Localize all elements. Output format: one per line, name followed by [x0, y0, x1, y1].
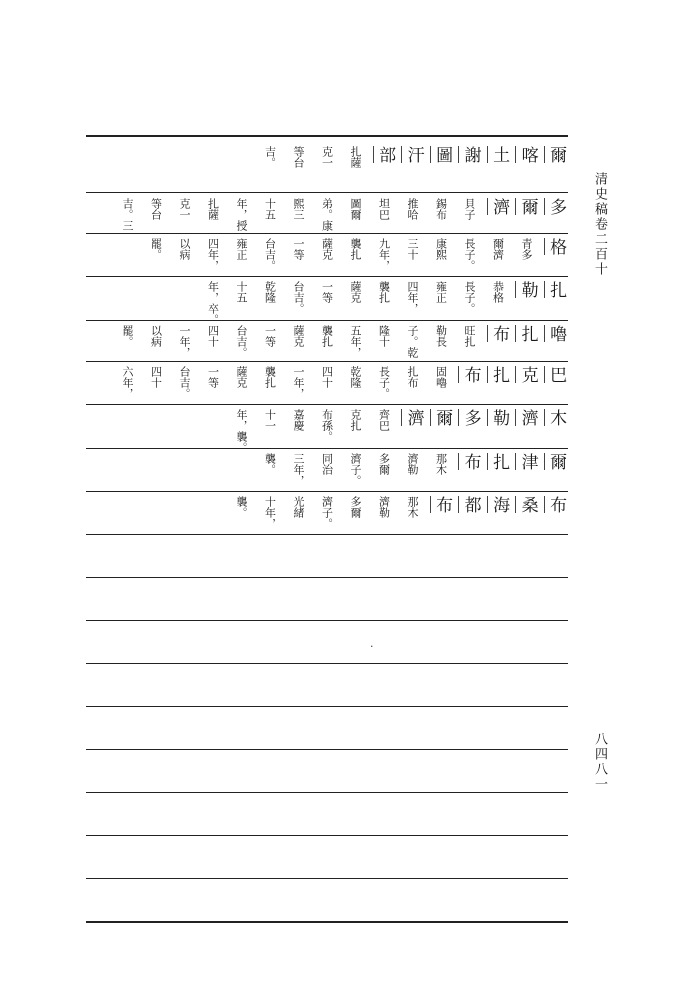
text-line: 雍正	[434, 281, 448, 303]
name-character	[540, 366, 570, 383]
annotation-column	[255, 238, 285, 271]
annotation-column	[283, 496, 313, 518]
annotation-column	[426, 366, 456, 388]
annotation-column	[226, 238, 256, 260]
annotation-column	[198, 366, 228, 388]
text-line: 襲。	[234, 496, 248, 518]
name-character	[483, 496, 513, 513]
text-line: 部	[373, 146, 394, 163]
annotation-column	[454, 238, 484, 271]
text-line: 津	[515, 453, 536, 470]
annotation-column	[340, 366, 370, 388]
text-line: 三十	[405, 238, 419, 260]
name-character	[454, 366, 484, 383]
page-number: 八四八一	[592, 732, 607, 792]
annotation-column	[198, 198, 228, 220]
name-character	[511, 453, 541, 470]
name-character	[426, 496, 456, 513]
name-character	[397, 146, 427, 163]
text-line: 同治	[320, 453, 334, 475]
text-line: 扎	[544, 281, 565, 298]
text-line: 年，卒。	[206, 281, 220, 325]
text-line: 扎	[515, 325, 536, 342]
text-line: 長子。	[462, 238, 476, 271]
text-line: 克	[515, 366, 536, 383]
name-character	[540, 453, 570, 470]
rule	[86, 577, 568, 578]
text-line: 襲扎	[320, 325, 334, 347]
annotation-column	[141, 198, 171, 220]
annotation-column	[283, 453, 313, 486]
annotation-column	[426, 281, 456, 303]
annotation-column	[255, 281, 285, 303]
text-line: 四十	[206, 325, 220, 347]
text-line: 三年，	[291, 453, 305, 486]
name-character	[483, 198, 513, 215]
annotation-column	[283, 281, 313, 314]
annotation-column	[426, 238, 456, 260]
stray-mark: ·	[370, 640, 374, 653]
text-line: 台吉。	[234, 325, 248, 358]
text-line: 濟勒	[377, 496, 391, 518]
text-line: 濟	[487, 198, 508, 215]
annotation-column	[169, 238, 199, 260]
annotation-column	[369, 281, 399, 303]
rule	[86, 878, 568, 879]
text-line: 那木	[405, 496, 419, 518]
text-line: 襲。	[263, 453, 277, 475]
annotation-column	[483, 238, 513, 260]
annotation-column	[255, 409, 285, 431]
text-line: 罷。	[149, 238, 163, 260]
text-line: 推哈	[405, 198, 419, 220]
annotation-column	[226, 325, 256, 358]
annotation-column	[340, 496, 370, 518]
rule-top	[86, 135, 568, 137]
name-character	[540, 238, 570, 255]
annotation-column	[312, 409, 342, 442]
name-character	[426, 146, 456, 163]
name-character	[454, 496, 484, 513]
name-character	[511, 281, 541, 298]
annotation-column	[369, 238, 399, 271]
annotation-column	[340, 198, 370, 220]
text-line: 薩克	[320, 238, 334, 260]
annotation-column	[312, 366, 342, 388]
text-line: 錫布	[434, 198, 448, 220]
text-line: 九年，	[377, 238, 391, 271]
annotation-column	[255, 453, 285, 475]
text-line: 木	[544, 409, 565, 426]
rule	[86, 792, 568, 793]
annotation-column	[312, 198, 342, 231]
text-line: 圖爾	[348, 198, 362, 220]
text-line: 扎布	[405, 366, 419, 388]
text-line: 弟。康	[320, 198, 334, 231]
rule	[86, 749, 568, 750]
text-line: 襲扎	[348, 238, 362, 260]
text-line: 恭格	[491, 281, 505, 303]
name-character	[540, 198, 570, 215]
table-row	[86, 496, 568, 536]
text-line: 扎薩	[206, 198, 220, 220]
name-character	[511, 366, 541, 383]
table-row	[86, 238, 568, 278]
table-row	[86, 198, 568, 238]
annotation-column	[255, 146, 285, 168]
text-line: 熙三	[291, 198, 305, 220]
annotation-column	[397, 453, 427, 475]
name-character	[511, 409, 541, 426]
annotation-column	[340, 325, 370, 358]
annotation-column	[397, 281, 427, 314]
text-line: 台吉。	[177, 366, 191, 399]
text-line: 固嚕	[434, 366, 448, 388]
annotation-column	[198, 238, 228, 271]
annotation-column	[312, 238, 342, 260]
text-line: 年，襲。	[234, 409, 248, 453]
annotation-column	[312, 453, 342, 475]
annotation-column	[141, 366, 171, 388]
table-row	[86, 325, 568, 365]
annotation-column	[369, 198, 399, 220]
text-line: 一等	[320, 281, 334, 303]
text-line: 濟子。	[320, 496, 334, 529]
table-row	[86, 281, 568, 325]
annotation-column	[283, 198, 313, 220]
text-line: 汗	[401, 146, 422, 163]
text-line: 吉。	[263, 146, 277, 168]
text-line: 康熙	[434, 238, 448, 260]
text-line: 乾隆	[263, 281, 277, 303]
annotation-column	[340, 238, 370, 260]
text-line: 乾隆	[348, 366, 362, 388]
text-line: 布	[544, 496, 565, 513]
text-line: 四十	[149, 366, 163, 388]
annotation-column	[312, 496, 342, 529]
annotation-column	[283, 325, 313, 347]
name-character	[483, 146, 513, 163]
annotation-column	[454, 281, 484, 314]
name-character	[426, 409, 456, 426]
text-line: 布	[458, 453, 479, 470]
text-line: 光緒	[291, 496, 305, 518]
annotation-column	[312, 325, 342, 347]
text-line: 一年，	[177, 325, 191, 358]
annotation-column	[112, 366, 142, 399]
annotation-column	[312, 146, 342, 168]
annotation-column	[369, 325, 399, 347]
text-line: 土	[487, 146, 508, 163]
name-character	[540, 281, 570, 298]
annotation-column	[283, 146, 313, 168]
text-line: 十一	[263, 409, 277, 431]
name-character	[454, 409, 484, 426]
annotation-column	[283, 409, 313, 431]
name-character	[397, 409, 427, 426]
text-line: 長子。	[377, 366, 391, 399]
annotation-column	[340, 453, 370, 486]
text-line: 長子。	[462, 281, 476, 314]
text-line: 薩克	[291, 325, 305, 347]
text-line: 十五	[263, 198, 277, 220]
text-line: 爾濟	[491, 238, 505, 260]
text-line: 勒長	[434, 325, 448, 347]
text-line: 那木	[434, 453, 448, 475]
text-line: 多爾	[377, 453, 391, 475]
text-line: 四年，	[206, 238, 220, 271]
name-character	[511, 198, 541, 215]
rule	[86, 192, 568, 193]
annotation-column	[369, 409, 399, 431]
text-line: 十年，	[263, 496, 277, 529]
text-line: 格	[544, 238, 565, 255]
text-line: 濟勒	[405, 453, 419, 475]
name-character	[483, 453, 513, 470]
text-line: 等台	[149, 198, 163, 220]
annotation-column	[198, 281, 228, 325]
text-line: 六年，	[120, 366, 134, 399]
name-character	[369, 146, 399, 163]
text-line: 嚕	[544, 325, 565, 342]
text-line: 扎	[487, 453, 508, 470]
text-line: 以病	[177, 238, 191, 260]
text-line: 襲扎	[377, 281, 391, 303]
text-line: 克扎	[348, 409, 362, 431]
annotation-column	[340, 409, 370, 431]
annotation-column	[369, 366, 399, 399]
text-line: 齊巴	[377, 409, 391, 431]
annotation-column	[426, 325, 456, 347]
text-line: 一等	[291, 238, 305, 260]
text-line: 布孫。	[320, 409, 334, 442]
table-row	[86, 453, 568, 493]
text-line: 布	[458, 366, 479, 383]
annotation-column	[454, 198, 484, 220]
name-character	[540, 409, 570, 426]
text-line: 坦巴	[377, 198, 391, 220]
text-line: 勒	[487, 409, 508, 426]
text-line: 十五	[234, 281, 248, 303]
rule	[86, 835, 568, 836]
text-line: 圖	[430, 146, 451, 163]
name-character	[511, 146, 541, 163]
text-line: 克一	[320, 146, 334, 168]
text-line: 謝	[458, 146, 479, 163]
name-character	[454, 146, 484, 163]
text-line: 吉。三	[120, 198, 134, 231]
annotation-column	[397, 238, 427, 260]
text-line: 扎薩	[348, 146, 362, 168]
annotation-column	[369, 453, 399, 475]
text-line: 罷。	[120, 325, 134, 347]
annotation-column	[169, 198, 199, 220]
annotation-column	[226, 496, 256, 518]
text-line: 嘉慶	[291, 409, 305, 431]
text-line: 桑	[515, 496, 536, 513]
table-row	[86, 146, 568, 186]
text-line: 貝子	[462, 198, 476, 220]
table-row	[86, 366, 568, 406]
name-character	[511, 325, 541, 342]
annotation-column	[255, 366, 285, 388]
text-line: 多爾	[348, 496, 362, 518]
text-line: 四十	[320, 366, 334, 388]
annotation-column	[169, 366, 199, 399]
text-line: 薩克	[348, 281, 362, 303]
side-title: 清史稿卷二百十	[592, 172, 607, 277]
text-line: 以病	[149, 325, 163, 347]
annotation-column	[283, 366, 313, 399]
annotation-column	[312, 281, 342, 303]
text-line: 台吉。	[291, 281, 305, 314]
name-character	[540, 496, 570, 513]
text-line: 薩克	[234, 366, 248, 388]
annotation-column	[397, 325, 427, 358]
name-character	[483, 366, 513, 383]
text-line: 襲扎	[263, 366, 277, 388]
annotation-column	[226, 198, 256, 231]
text-line: 爾	[544, 146, 565, 163]
text-line: 子。乾	[405, 325, 419, 358]
annotation-column	[454, 325, 484, 347]
name-character	[540, 146, 570, 163]
name-character	[483, 409, 513, 426]
annotation-column	[255, 325, 285, 347]
text-line: 雍正	[234, 238, 248, 260]
text-line: 多	[544, 198, 565, 215]
text-line: 巴	[544, 366, 565, 383]
text-line: 一等	[263, 325, 277, 347]
annotation-column	[283, 238, 313, 260]
text-line: 旺扎	[462, 325, 476, 347]
annotation-column	[483, 281, 513, 303]
rule	[86, 706, 568, 707]
text-line: 濟	[401, 409, 422, 426]
name-character	[511, 496, 541, 513]
annotation-column	[340, 281, 370, 303]
text-line: 爾	[544, 453, 565, 470]
text-line: 克一	[177, 198, 191, 220]
text-line: 勒	[515, 281, 536, 298]
text-line: 年，授	[234, 198, 248, 231]
annotation-column	[426, 198, 456, 220]
text-line: 爾	[430, 409, 451, 426]
annotation-column	[226, 409, 256, 453]
annotation-column	[397, 496, 427, 518]
rule-bottom	[86, 921, 568, 923]
annotation-column	[511, 238, 541, 260]
annotation-column	[112, 325, 142, 347]
text-line: 都	[458, 496, 479, 513]
text-line: 四年，	[405, 281, 419, 314]
table-row	[86, 409, 568, 453]
text-line: 等台	[291, 146, 305, 168]
name-character	[483, 325, 513, 342]
text-line: 扎	[487, 366, 508, 383]
text-line: 五年，	[348, 325, 362, 358]
annotation-column	[169, 325, 199, 358]
annotation-column	[255, 496, 285, 529]
annotation-column	[141, 238, 171, 260]
rule	[86, 663, 568, 664]
text-line: 一年，	[291, 366, 305, 399]
annotation-column	[397, 366, 427, 388]
name-character	[540, 325, 570, 342]
name-character	[454, 453, 484, 470]
annotation-column	[226, 281, 256, 303]
text-line: 一等	[206, 366, 220, 388]
text-line: 喀	[515, 146, 536, 163]
annotation-column	[198, 325, 228, 347]
text-line: 台吉。	[263, 238, 277, 271]
annotation-column	[141, 325, 171, 347]
text-line: 布	[430, 496, 451, 513]
annotation-column	[426, 453, 456, 475]
text-line: 爾	[515, 198, 536, 215]
annotation-column	[369, 496, 399, 518]
annotation-column	[397, 198, 427, 220]
text-line: 青多	[519, 238, 533, 260]
annotation-column	[112, 198, 142, 231]
text-line: 濟	[515, 409, 536, 426]
annotation-column	[340, 146, 370, 168]
text-line: 濟子。	[348, 453, 362, 486]
annotation-column	[226, 366, 256, 388]
annotation-column	[255, 198, 285, 220]
text-line: 布	[487, 325, 508, 342]
text-line: 隆十	[377, 325, 391, 347]
text-line: 多	[458, 409, 479, 426]
rule	[86, 620, 568, 621]
text-line: 海	[487, 496, 508, 513]
